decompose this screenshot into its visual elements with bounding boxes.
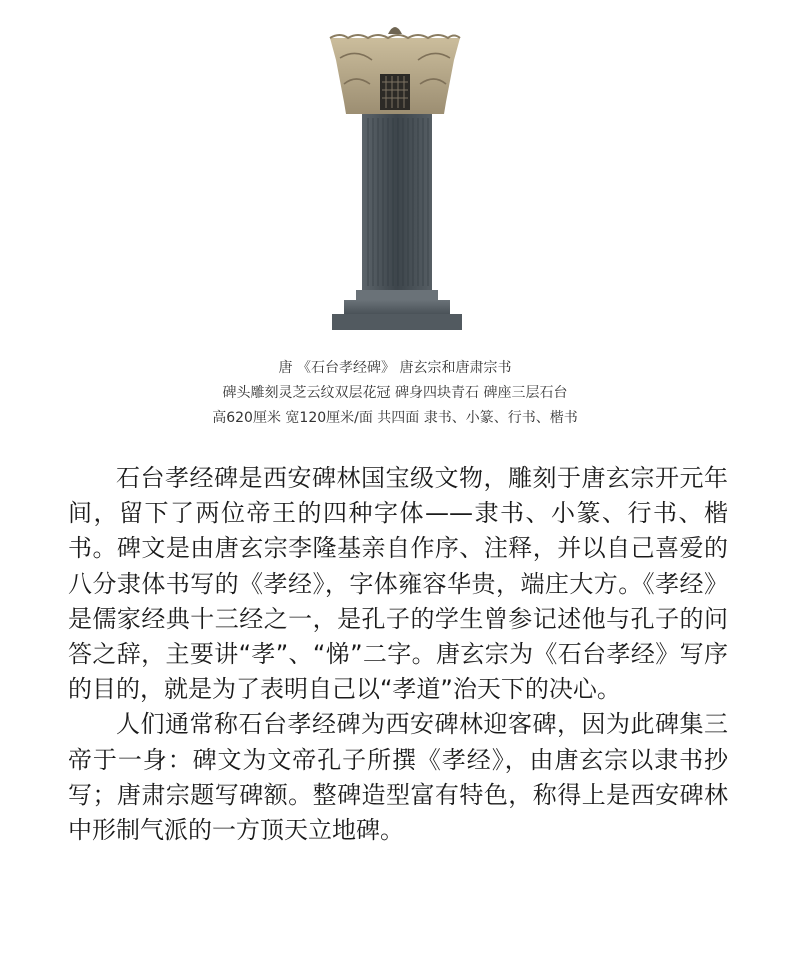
stele-cap bbox=[330, 35, 460, 114]
stele-finial bbox=[388, 27, 402, 34]
stele-body bbox=[362, 114, 432, 290]
stele-photo bbox=[326, 18, 464, 330]
caption-line-title: 唐 《石台孝经碑》 唐玄宗和唐肃宗书 bbox=[278, 360, 512, 376]
image-caption bbox=[0, 356, 790, 431]
caption-line-structure: 碑头雕刻灵芝云纹双层花冠 碑身四块青石 碑座三层石台 bbox=[222, 385, 568, 401]
article-paragraph-2: 人们通常称石台孝经碑为西安碑林迎客碑，因为此碑集三帝于一身：碑文为文帝孔子所撰《孝经》，由唐玄宗以隶书抄写；唐肃宗题写碑额。整碑造型富有特色，称得上是西安碑林中形制气派的一方顶天立地碑。 bbox=[68, 710, 728, 845]
caption-line-dimensions: 高620厘米 宽120厘米/面 共四面 隶书、小篆、行书、楷书 bbox=[212, 410, 578, 426]
stele-base bbox=[332, 290, 462, 330]
article-paragraph-1: 石台孝经碑是西安碑林国宝级文物，雕刻于唐玄宗开元年间，留下了两位帝王的四种字体——隶书、小篆、行书、楷书。碑文是由唐玄宗李隆基亲自作序、注释，并以自己喜爱的八分隶体书写的《孝经》，字体雍容华贵，端庄大方。《孝经》是儒家经典十三经之一，是孔子的学生曾参记述他与孔子的问答之辞，主要讲“孝”、“悌”二字。唐玄宗为《石台孝经》写序的目的，就是为了表明自己以“孝道”治天下的决心。 bbox=[68, 464, 728, 704]
article-body bbox=[68, 461, 728, 848]
